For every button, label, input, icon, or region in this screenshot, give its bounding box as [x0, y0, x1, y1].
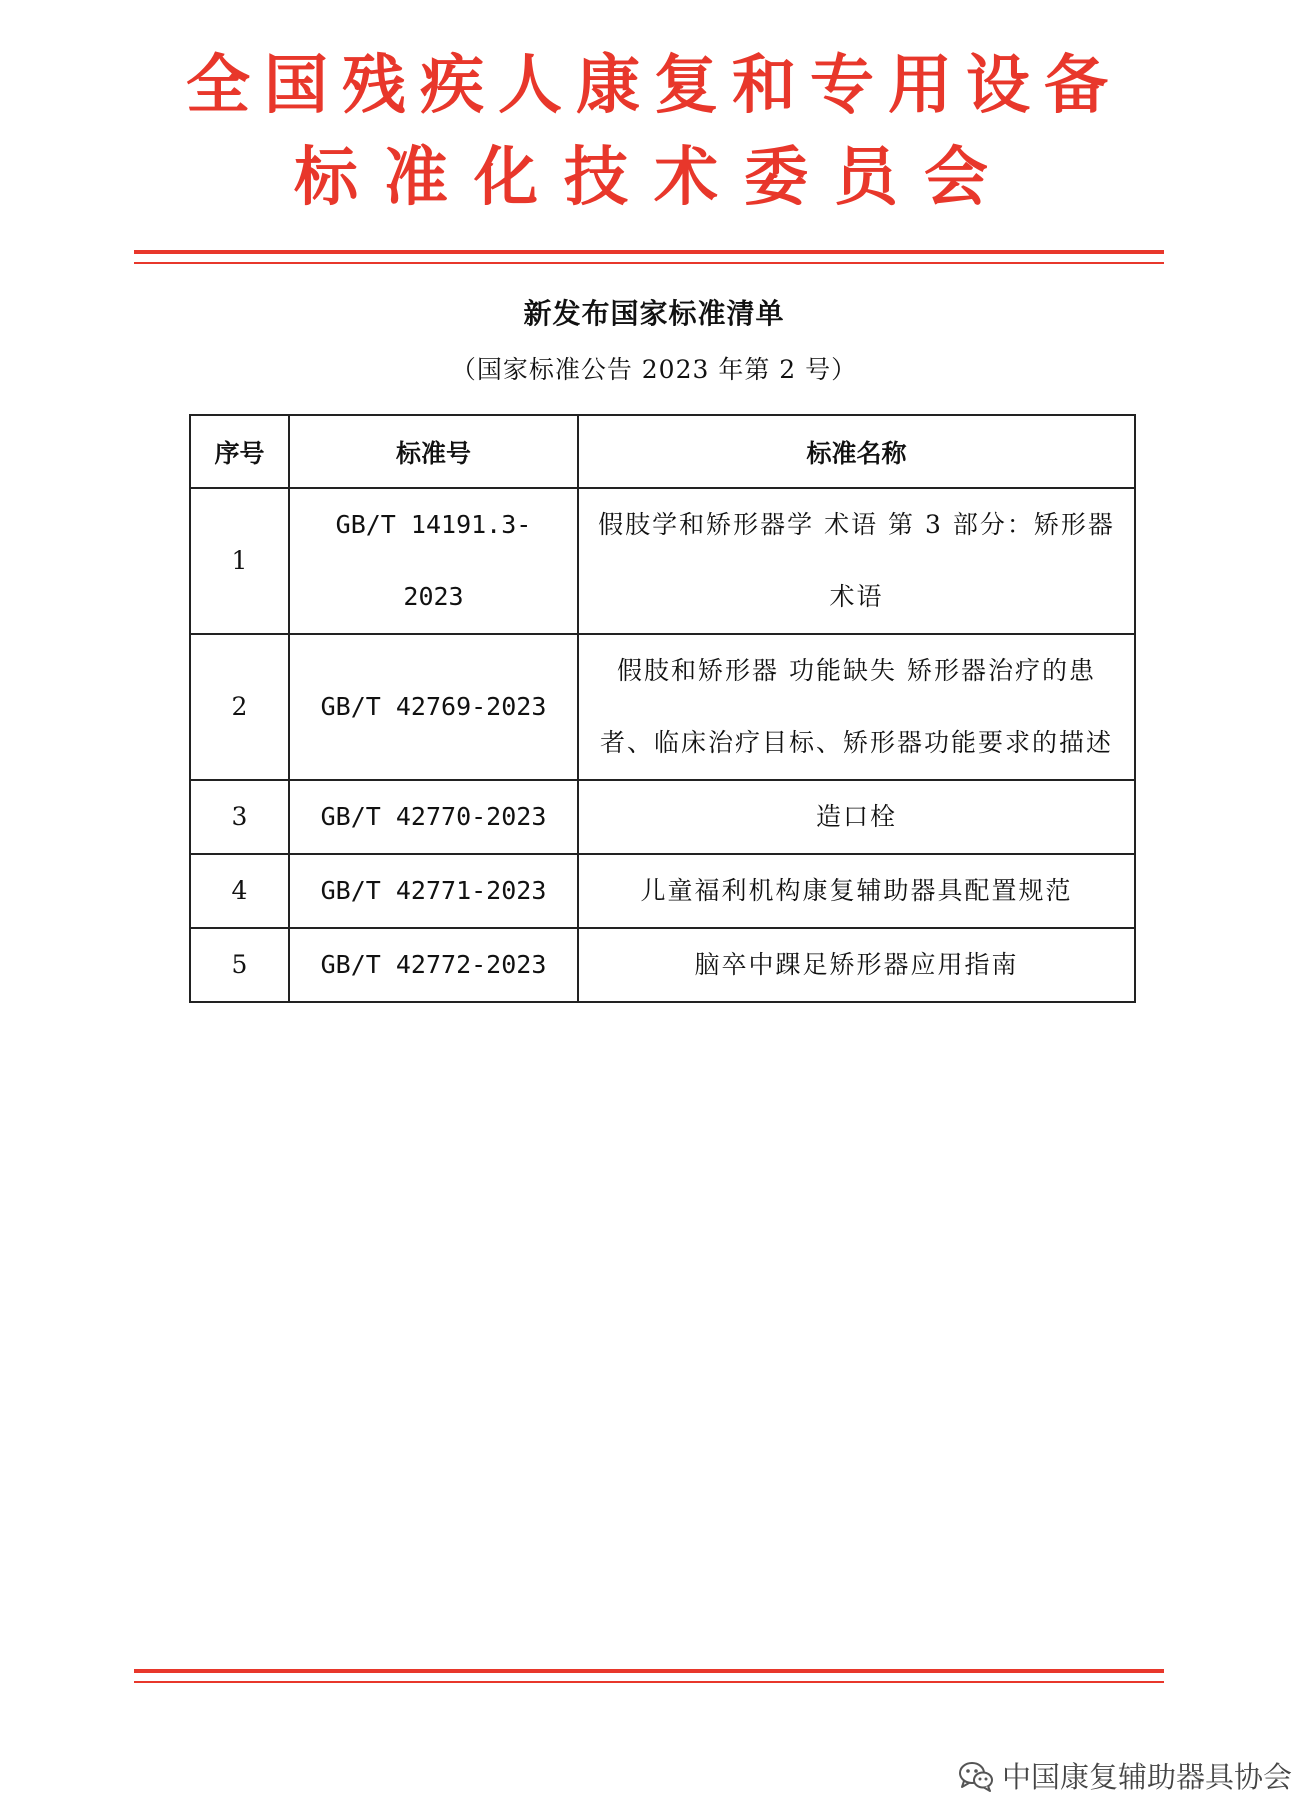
- row-standard-number: GB/T 14191.3-2023: [289, 488, 578, 634]
- table-header-row: [190, 415, 1135, 488]
- row-standard-name: 假肢和矫形器 功能缺失 矫形器治疗的患者、临床治疗目标、矫形器功能要求的描述: [578, 634, 1135, 780]
- header-seq: 序号: [190, 415, 289, 488]
- header-name: 标准名称: [578, 415, 1135, 488]
- footer-rule-thin: [134, 1681, 1164, 1683]
- standards-table: [189, 414, 1136, 1003]
- header-number: 标准号: [289, 415, 578, 488]
- row-seq: 3: [190, 780, 289, 854]
- row-standard-number: GB/T 42772-2023: [289, 928, 578, 1002]
- row-standard-number: GB/T 42770-2023: [289, 780, 578, 854]
- table-row: [190, 928, 1135, 1002]
- list-title: 新发布国家标准清单: [523, 297, 785, 330]
- letterhead-line-1: 全国残疾人康复和专用设备: [186, 48, 1122, 123]
- letterhead-line-2: 标准化技术委员会: [294, 140, 1014, 215]
- footer-rule-thick: [134, 1669, 1164, 1673]
- header-rule-thick: [134, 250, 1164, 254]
- row-standard-name: 儿童福利机构康复辅助器具配置规范: [578, 854, 1135, 928]
- table-row: [190, 854, 1135, 928]
- wechat-icon: [958, 1760, 994, 1792]
- row-standard-name: 脑卒中踝足矫形器应用指南: [578, 928, 1135, 1002]
- footer-watermark: [958, 1755, 1292, 1796]
- row-standard-name: 造口栓: [578, 780, 1135, 854]
- list-subtitle: （国家标准公告 2023 年第 2 号）: [450, 355, 858, 384]
- row-seq: 2: [190, 634, 289, 780]
- row-standard-number: GB/T 42771-2023: [289, 854, 578, 928]
- row-seq: 1: [190, 488, 289, 634]
- row-seq: 5: [190, 928, 289, 1002]
- table-row: [190, 780, 1135, 854]
- row-standard-number: GB/T 42769-2023: [289, 634, 578, 780]
- row-standard-name: 假肢学和矫形器学 术语 第 3 部分：矫形器术语: [578, 488, 1135, 634]
- watermark-text: 中国康复辅助器具协会: [1001, 1760, 1292, 1794]
- table-row: [190, 488, 1135, 634]
- header-rule-thin: [134, 262, 1164, 264]
- row-seq: 4: [190, 854, 289, 928]
- table-row: [190, 634, 1135, 780]
